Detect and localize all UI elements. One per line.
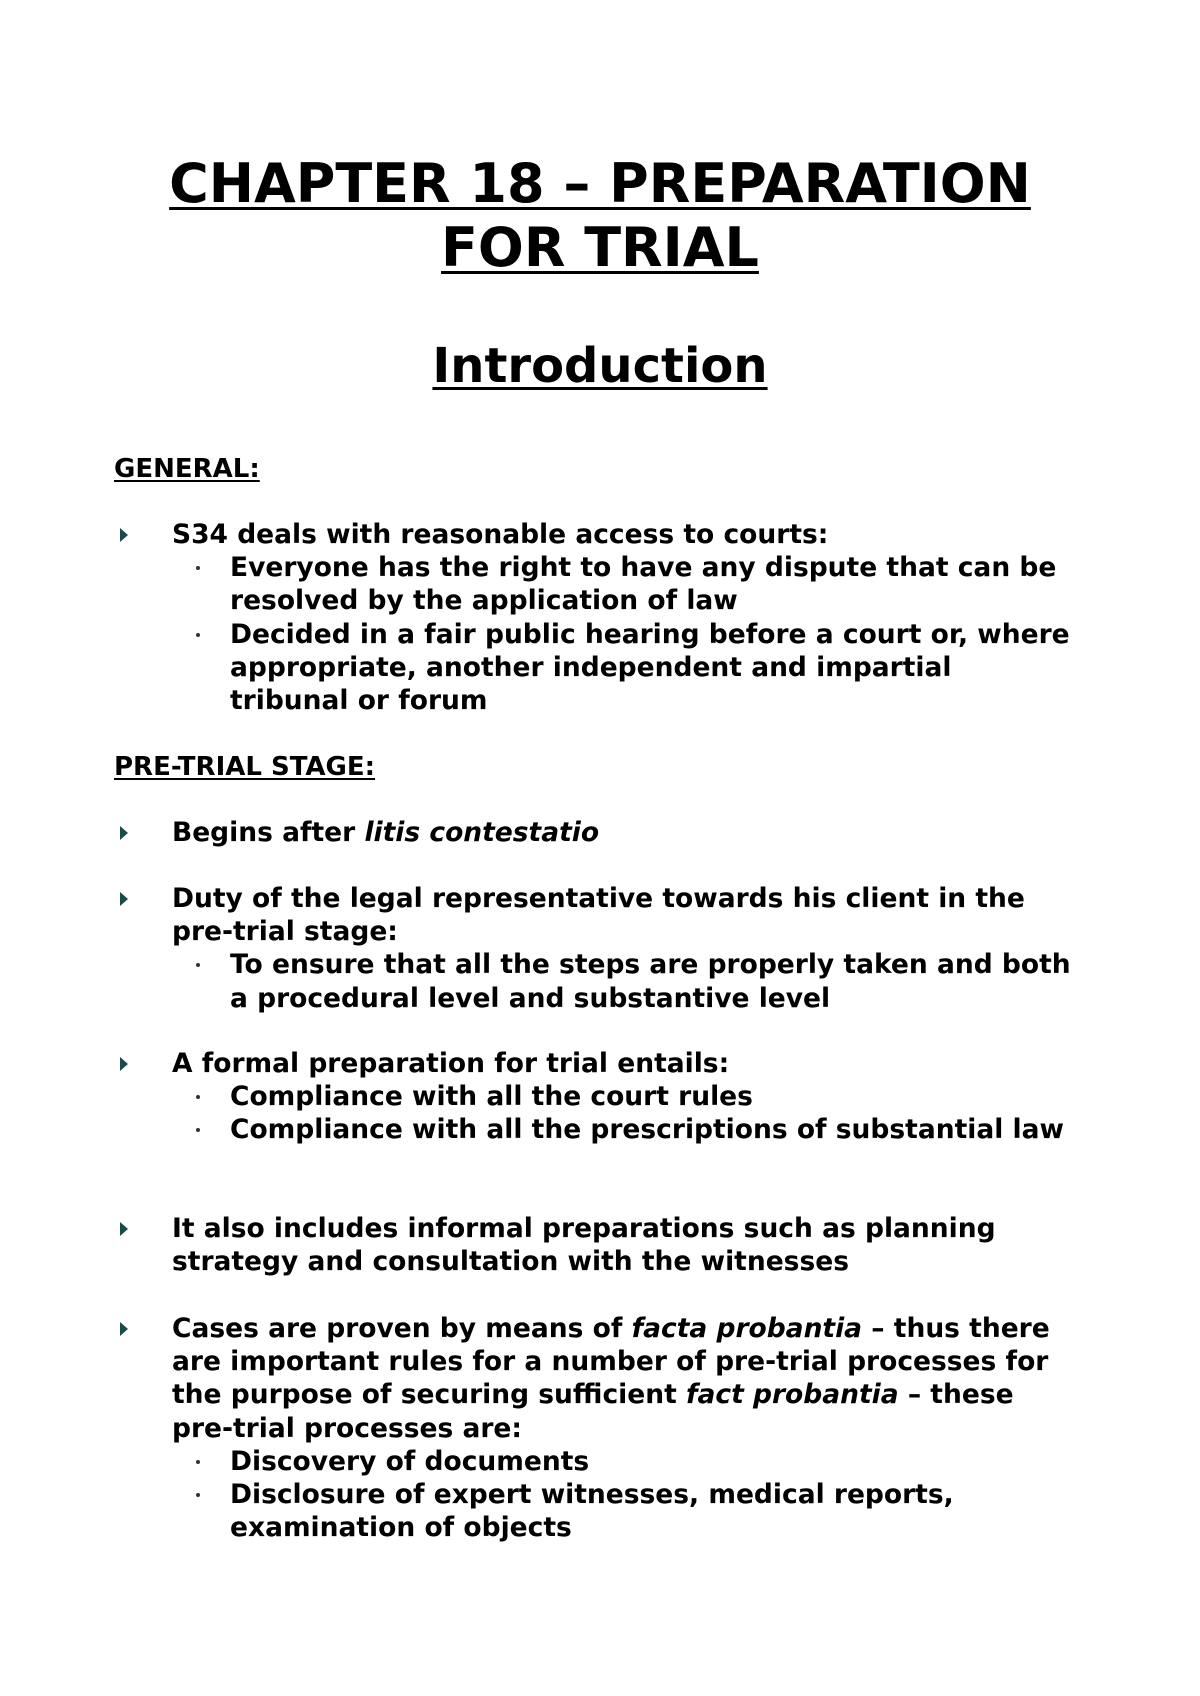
dot-bullet-icon	[196, 1460, 200, 1464]
bullet-text: Begins after litis contestatio	[172, 817, 600, 848]
sub-bullet: Everyone has the right to have any dispute that can be resolved by the application of law	[230, 551, 1074, 617]
pretrial-bullet-2	[114, 882, 1074, 1015]
triangle-bullet-icon	[120, 1057, 128, 1071]
dot-bullet-icon	[196, 1493, 200, 1497]
dot-bullet-icon	[196, 1095, 200, 1099]
bullet-text: Duty of the legal representative towards his client in the pre-trial stage:	[172, 883, 1025, 948]
dot-bullet-icon	[196, 566, 200, 570]
dot-bullet-icon	[196, 963, 200, 967]
bullet-text: It also includes informal preparations such as planning strategy and consultation with the witnesses	[172, 1213, 996, 1278]
sub-bullet: To ensure that all the steps are properly taken and both a procedural level and substantive level	[230, 948, 1074, 1014]
chapter-title-line-2: FOR TRIAL	[441, 216, 759, 279]
sub-bullet: Decided in a fair public hearing before a court or, where appropriate, another independent and impartial tribunal or forum	[230, 618, 1074, 718]
pretrial-bullet-3	[114, 1047, 1074, 1147]
pretrial-bullet-5	[114, 1312, 1074, 1544]
pretrial-bullet-4	[114, 1212, 1074, 1278]
sub-bullet: Discovery of documents	[230, 1445, 1074, 1478]
sub-bullet: Disclosure of expert witnesses, medical reports, examination of objects	[230, 1478, 1074, 1544]
sub-bullet: Compliance with all the court rules	[230, 1080, 1074, 1113]
triangle-bullet-icon	[120, 826, 128, 840]
bullet-text: S34 deals with reasonable access to courts:	[172, 519, 829, 550]
chapter-title	[0, 152, 1200, 280]
chapter-title-line-1: CHAPTER 18 – PREPARATION	[169, 152, 1031, 215]
triangle-bullet-icon	[120, 1322, 128, 1336]
pretrial-heading: PRE-TRIAL STAGE:	[114, 752, 376, 782]
sub-bullet: Compliance with all the prescriptions of substantial law	[230, 1113, 1074, 1146]
general-bullet-1	[114, 518, 1074, 717]
dot-bullet-icon	[196, 633, 200, 637]
general-heading: GENERAL:	[114, 454, 260, 484]
triangle-bullet-icon	[120, 892, 128, 906]
pretrial-bullet-1	[114, 816, 1074, 849]
bullet-text: Cases are proven by means of facta probantia – thus there are important rules for a number of pre-trial processes for the purpose of securing sufficient fact probantia – these pre-trial processes are:	[172, 1313, 1050, 1444]
dot-bullet-icon	[196, 1128, 200, 1132]
bullet-text: A formal preparation for trial entails:	[172, 1048, 730, 1079]
triangle-bullet-icon	[120, 528, 128, 542]
section-title: Introduction	[432, 338, 768, 394]
triangle-bullet-icon	[120, 1222, 128, 1236]
